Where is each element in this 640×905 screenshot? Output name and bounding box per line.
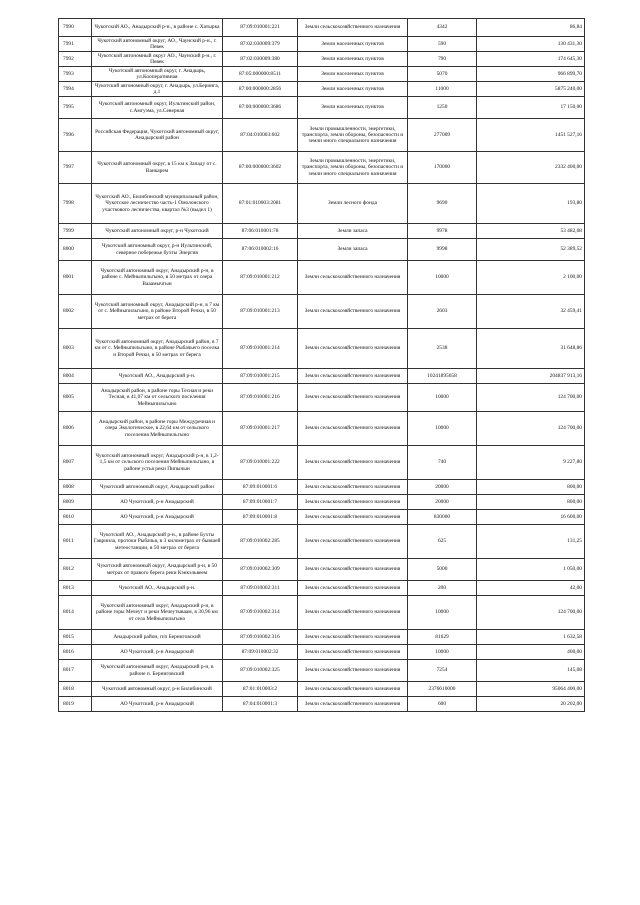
cell-location: Чукотский автономный округ АО., Чаунский р-н., г. Певек [92,52,223,67]
cell-location: Анадырский район, в районе горы Тесная и реки Тесная, в 41,07 км от сельского поселения Мейныпильгыно [92,384,223,412]
cell-area: 7254 [408,660,477,682]
cell-area: 200 [408,581,477,596]
cell-location: Чукотский автономный округ, р-н Чукотский [92,224,223,239]
table-row [59,495,585,510]
cell-area: 10000 [408,261,477,295]
cell-location: Чукотский АО., Билибинский муниципальный район, Чукотское лесничество часть-1 Омолонского участкового лесничества, квартал №3 (выдел 1) [92,184,223,224]
cell-location: АО Чукотский, р-н Анадырский [92,697,223,712]
cell-area: 830000 [408,510,477,525]
cell-area: 10000 [408,645,477,660]
cell-number: 8016 [59,645,92,660]
cell-area: 9998 [408,239,477,261]
cell-price: 2 100,00 [477,261,585,295]
cell-land-category: Земли сельскохозяйственного назначения [298,369,408,384]
cell-land-category: Земли сельскохозяйственного назначения [298,645,408,660]
cell-price: 86,84 [477,19,585,37]
cell-price: 20 202,00 [477,697,585,712]
table-row [59,19,585,37]
cell-number: 7992 [59,52,92,67]
cell-price: 124 700,00 [477,596,585,630]
cell-land-category: Земли населенных пунктов [298,82,408,97]
cell-number: 8011 [59,525,92,559]
cell-area: 9978 [408,224,477,239]
table-row [59,37,585,52]
cell-cadastral-number: 87:09:010001:7 [223,495,298,510]
land-plots-table [58,18,585,712]
cell-price: 2332 400,00 [477,152,585,184]
cell-location: Чукотский АО., Анадырский р-н., в районе с. Хатырка [92,19,223,37]
table-row [59,510,585,525]
cell-location: Чукотский автономный округ, Анадырский р-н, в 1,2-1,5 км от сельского поселения Мейныпильгыно, в районе устья реки Пипычын [92,446,223,480]
cell-area: 81629 [408,630,477,645]
cell-number: 7995 [59,97,92,119]
table-row [59,369,585,384]
cell-area: 10000 [408,412,477,446]
table-row [59,559,585,581]
cell-number: 8010 [59,510,92,525]
cell-area: 10000 [408,384,477,412]
cell-number: 8008 [59,480,92,495]
cell-cadastral-number: 87:00:000000:3686 [223,97,298,119]
cell-land-category: Земли сельскохозяйственного назначения [298,412,408,446]
table-row [59,52,585,67]
cell-cadastral-number: 87:09:010002:316 [223,630,298,645]
table-row [59,239,585,261]
cell-price: 124 700,00 [477,384,585,412]
cell-cadastral-number: 87:09:010002:285 [223,525,298,559]
cell-cadastral-number: 87:09:010001:214 [223,329,298,369]
cell-cadastral-number: 87:04:010003:602 [223,119,298,152]
cell-area: 277009 [408,119,477,152]
table-row [59,152,585,184]
cell-number: 8018 [59,682,92,697]
cell-location: Чукотский автономный округ, Анадырский р-н, в районе п. Берниговский [92,660,223,682]
cell-land-category: Земли сельскохозяйственного назначения [298,295,408,329]
cell-cadastral-number: 87:09:010001:8 [223,510,298,525]
cell-price: 5875 240,00 [477,82,585,97]
cell-price: 174 645,30 [477,52,585,67]
cell-number: 8004 [59,369,92,384]
cell-price: 53 482,08 [477,224,585,239]
cell-location: Чукотский автономный округ, АО., Чаунский р-н., г. Певек [92,37,223,52]
cell-cadastral-number: 87:02:030009:379 [223,37,298,52]
cell-number: 8015 [59,630,92,645]
cell-number: 7993 [59,67,92,82]
cell-price: 17 150,00 [477,97,585,119]
cell-price: 9 227,80 [477,446,585,480]
cell-number: 8012 [59,559,92,581]
cell-number: 7994 [59,82,92,97]
cell-land-category: Земли сельскохозяйственного назначения [298,660,408,682]
cell-location: АО Чукотский, р-н Анадырский [92,510,223,525]
table-row [59,596,585,630]
cell-area: 790 [408,52,477,67]
cell-land-category: Земли запаса [298,239,408,261]
cell-area: 10241895658 [408,369,477,384]
cell-area: 5000 [408,559,477,581]
cell-cadastral-number: 87:01:010003:2 [223,682,298,697]
cell-cadastral-number: 87:05:000000:8511 [223,67,298,82]
cell-cadastral-number: 87:00:000000:2856 [223,82,298,97]
table-row [59,224,585,239]
cell-cadastral-number: 87:02:030009:380 [223,52,298,67]
cell-location: Чукотский автономный округ, Иультинский район, с.Амгуэма, ул.Северная [92,97,223,119]
cell-location: АО Чукотский, р-н Анадырский [92,645,223,660]
cell-location: Чукотский автономный округ, Анадырский р-н, в 7 км от с. Мейныпильгыно, в районе Второй Речки, в 50 метрах от берега [92,295,223,329]
table-row [59,384,585,412]
cell-area: 740 [408,446,477,480]
cell-cadastral-number: 87:09:010002:314 [223,596,298,630]
table-row [59,682,585,697]
cell-location: Чукотский автономный округ, Анадырский р-н, в районе с. Мейныпильгыно, в 50 метрах от озера Вааамычгын [92,261,223,295]
cell-location: Чукотский автономный округ, Анадырский район [92,480,223,495]
cell-land-category: Земли сельскохозяйственного назначения [298,581,408,596]
cell-cadastral-number: 87:09:010002:32 [223,645,298,660]
cell-price: 400,00 [477,645,585,660]
cell-number: 8007 [59,446,92,480]
cell-land-category: Земли запаса [298,224,408,239]
cell-land-category: Земли сельскохозяйственного назначения [298,329,408,369]
cell-location: Анадырский район, в районе горы Междуречная и озера Экологическое, в 22,64 км от сельского поселения Мейныпильгыно [92,412,223,446]
cell-number: 7991 [59,37,92,52]
cell-number: 7996 [59,119,92,152]
cell-cadastral-number: 87:09:010002:309 [223,559,298,581]
cell-location: Чукотский автономный округ, р-н Иультинский, северное побережье бухты Энергия [92,239,223,261]
cell-price: 16 600,00 [477,510,585,525]
table-row [59,82,585,97]
cell-land-category: Земли сельскохозяйственного назначения [298,559,408,581]
cell-number: 8005 [59,384,92,412]
table-row [59,525,585,559]
cell-land-category: Земли населенных пунктов [298,37,408,52]
cell-cadastral-number: 87:09:010001:217 [223,412,298,446]
cell-cadastral-number: 87:09:010001:212 [223,261,298,295]
cell-number: 8009 [59,495,92,510]
cell-number: 7997 [59,152,92,184]
cell-area: 20000 [408,495,477,510]
cell-price: 130 431,30 [477,37,585,52]
cell-number: 8001 [59,261,92,295]
cell-number: 8006 [59,412,92,446]
table-row [59,412,585,446]
cell-cadastral-number: 87:00:000000:3602 [223,152,298,184]
cell-number: 7998 [59,184,92,224]
cell-price: 95064 400,00 [477,682,585,697]
cell-cadastral-number: 87:04:010001:3 [223,697,298,712]
cell-land-category: Земли лесного фонда [298,184,408,224]
table-row [59,660,585,682]
cell-area: 625 [408,525,477,559]
cell-land-category: Земли сельскохозяйственного назначения [298,525,408,559]
cell-location: Чукотский автономный округ, р-н Билибинский [92,682,223,697]
cell-area: 600 [408,697,477,712]
cell-land-category: Земли сельскохозяйственного назначения [298,510,408,525]
table-row [59,184,585,224]
cell-cadastral-number: 87:09:010001:6 [223,480,298,495]
cell-land-category: Земли населенных пунктов [298,52,408,67]
cell-cadastral-number: 87:06:010001:78 [223,224,298,239]
cell-price: 1 050,00 [477,559,585,581]
cell-price: 131,25 [477,525,585,559]
cell-area: 2538 [408,329,477,369]
cell-land-category: Земли промышленности, энергетики, транспорта, земли обороны, безопасности и земли иного специального назначения [298,152,408,184]
cell-location: АО Чукотский, р-н Анадырский [92,495,223,510]
table-row [59,645,585,660]
cell-cadastral-number: 87:09:010001:221 [223,19,298,37]
cell-price: 52 389,52 [477,239,585,261]
cell-cadastral-number: 87:09:010001:222 [223,446,298,480]
cell-location: Чукотский автономный округ, в 15 км к Западу от с. Ванкарем [92,152,223,184]
cell-location: Российская Федерация, Чукотский автономный округ, Анадырский район [92,119,223,152]
table-row [59,697,585,712]
cell-area: 4342 [408,19,477,37]
cell-area: 9690 [408,184,477,224]
cell-land-category: Земли сельскохозяйственного назначения [298,682,408,697]
cell-price: 145,08 [477,660,585,682]
cell-location: Чукотский АО., Анадырский р-н., в районе Бухты Гавриила, протоки Рыбачья, в 3 километрах от бывшей метеостанции, в 50 метрах от берега [92,525,223,559]
table-row [59,119,585,152]
cell-location: Чукотский АО., Анадырский р-н. [92,369,223,384]
cell-number: 8017 [59,660,92,682]
table-row [59,480,585,495]
cell-land-category: Земли сельскохозяйственного назначения [298,446,408,480]
cell-price: 42,00 [477,581,585,596]
cell-number: 8014 [59,596,92,630]
cell-price: 800,00 [477,495,585,510]
cell-location: Анадырский район, п/п Берниговский [92,630,223,645]
cell-land-category: Земли населенных пунктов [298,97,408,119]
cell-location: Чукотский автономный округ, Анадырский район, в 7 км от с. Мейныпильгыно, в районе Рыбачьего поселка и Второй Речки, в 50 метрах от берега [92,329,223,369]
cell-location: Чукотский автономный округ, Анадырский р-н, в 50 метрах от правого берега реки Кэнкэльвеем [92,559,223,581]
cell-number: 8019 [59,697,92,712]
cell-price: 1451 527,16 [477,119,585,152]
cell-land-category: Земли населенных пунктов [298,67,408,82]
cell-area: 170000 [408,152,477,184]
cell-price: 32 459,41 [477,295,585,329]
cell-number: 8003 [59,329,92,369]
cell-location: Чукотский автономный округ, Анадырский р-н, в районе горы Мечеут и реки Мечеутываам, в 30,96 км от села Мейныпильгыно [92,596,223,630]
cell-area: 20000 [408,480,477,495]
cell-cadastral-number: 87:09:010002:311 [223,581,298,596]
cell-cadastral-number: 87:01:010003:2081 [223,184,298,224]
cell-land-category: Земли промышленности, энергетики, транспорта, земли обороны, безопасности и земли иного специального назначения [298,119,408,152]
cell-land-category: Земли сельскохозяйственного назначения [298,495,408,510]
table-body [59,19,585,712]
table-row [59,446,585,480]
table-row [59,97,585,119]
cell-land-category: Земли сельскохозяйственного назначения [298,697,408,712]
cell-cadastral-number: 87:09:010001:215 [223,369,298,384]
cell-land-category: Земли сельскохозяйственного назначения [298,630,408,645]
cell-number: 8013 [59,581,92,596]
cell-price: 800,00 [477,480,585,495]
cell-number: 8002 [59,295,92,329]
table-row [59,329,585,369]
table-row [59,261,585,295]
cell-area: 10000 [408,596,477,630]
cell-cadastral-number: 87:09:010001:216 [223,384,298,412]
cell-number: 7990 [59,19,92,37]
cell-area: 5070 [408,67,477,82]
cell-location: Чукотский автономный округ, г. Анадырь, ул.Беринга, д.1 [92,82,223,97]
cell-price: 31 648,86 [477,329,585,369]
table-row [59,67,585,82]
table-row [59,295,585,329]
cell-land-category: Земли сельскохозяйственного назначения [298,480,408,495]
cell-price: 1 632,58 [477,630,585,645]
cell-area: 2376610000 [408,682,477,697]
table-row [59,581,585,596]
cell-land-category: Земли сельскохозяйственного назначения [298,596,408,630]
cell-number: 7999 [59,224,92,239]
cell-number: 8000 [59,239,92,261]
cell-cadastral-number: 87:06:010002:16 [223,239,298,261]
cell-area: 2603 [408,295,477,329]
cell-area: 11000 [408,82,477,97]
table-row [59,630,585,645]
cell-price: 124 700,00 [477,412,585,446]
cell-land-category: Земли сельскохозяйственного назначения [298,384,408,412]
cell-area: 590 [408,37,477,52]
cell-cadastral-number: 87:09:010002:325 [223,660,298,682]
cell-price: 966 899,70 [477,67,585,82]
cell-price: 193,80 [477,184,585,224]
cell-cadastral-number: 87:09:010001:213 [223,295,298,329]
cell-land-category: Земли сельскохозяйственного назначения [298,19,408,37]
cell-land-category: Земли сельскохозяйственного назначения [298,261,408,295]
cell-price: 204837 913,16 [477,369,585,384]
cell-location: Чукотский АО., Анадырский р-н. [92,581,223,596]
cell-location: Чукотский автономный округ, г. Анадырь, ул.Кооперативная [92,67,223,82]
cell-area: 1250 [408,97,477,119]
